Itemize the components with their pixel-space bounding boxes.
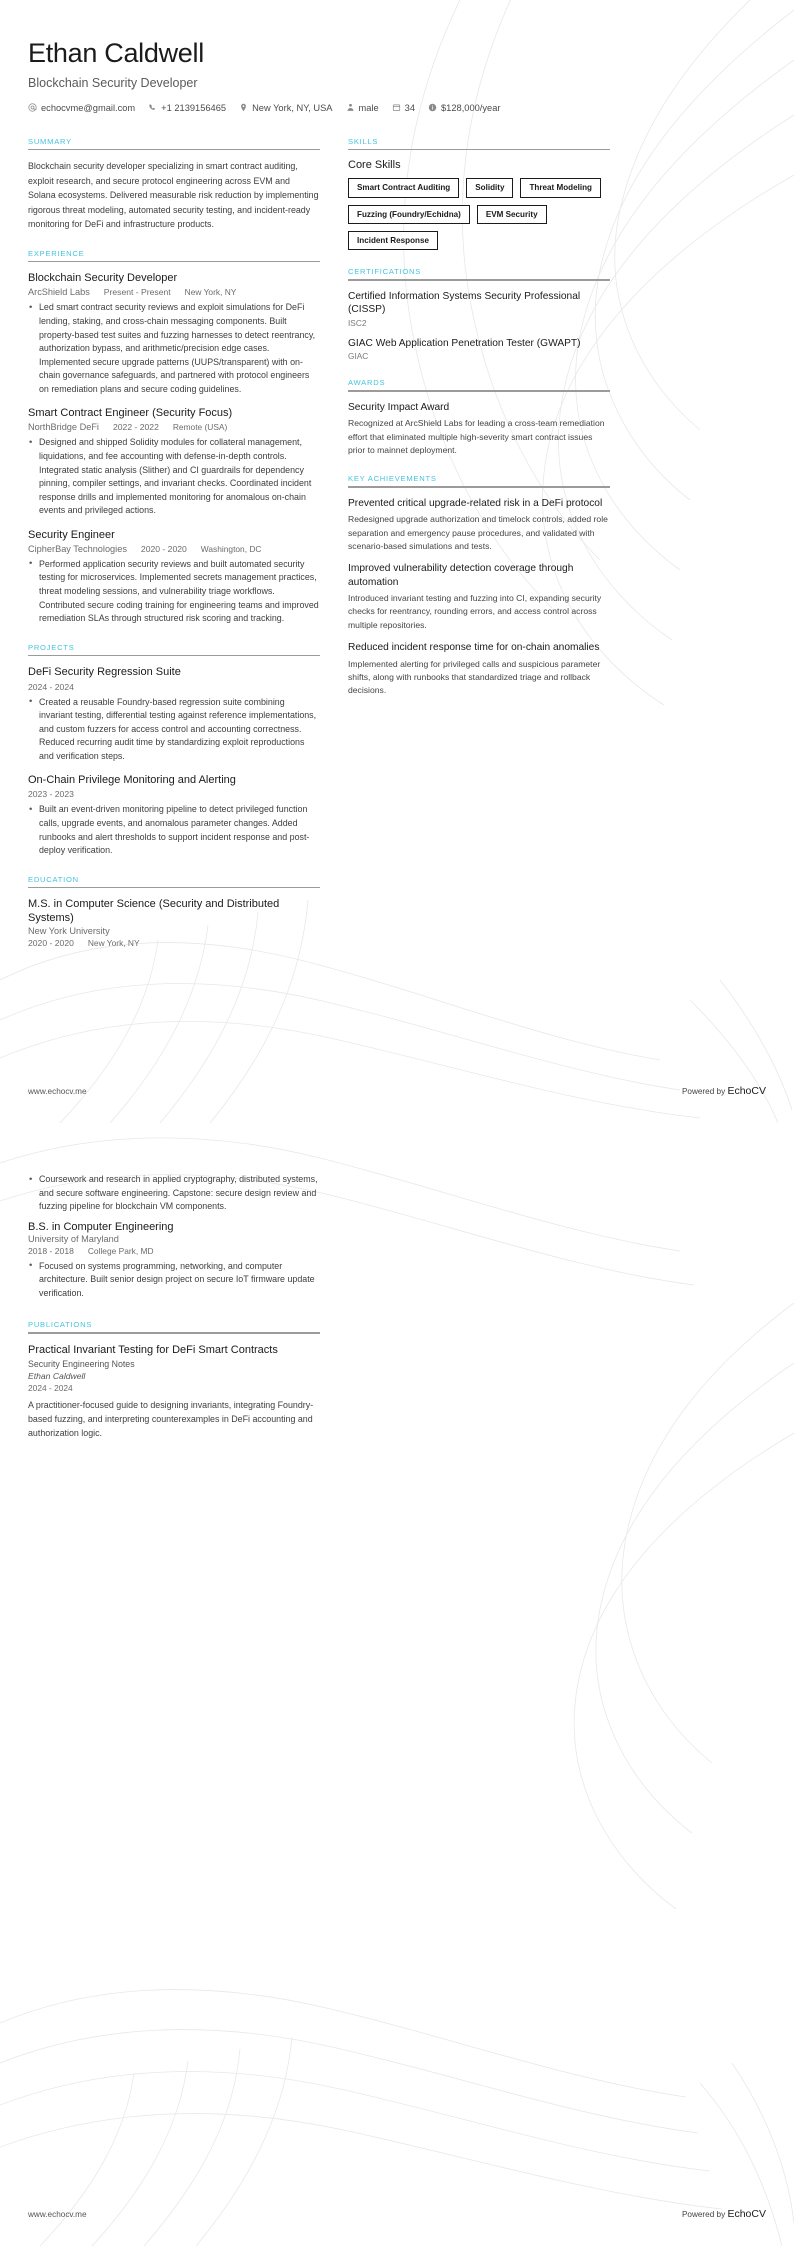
page-footer: [28, 1085, 766, 1097]
achievement-entry: [348, 497, 610, 553]
section-publications: [28, 1320, 320, 1440]
section-divider: [28, 261, 320, 263]
education-location: New York, NY: [87, 937, 140, 948]
skill-tag: Fuzzing (Foundry/Echidna): [348, 205, 470, 224]
section-education-continued: [28, 1173, 320, 1300]
project-date: 2024 - 2024: [28, 681, 74, 692]
section-education: [28, 875, 320, 948]
certification-entry: [348, 337, 610, 361]
experience-entry: [28, 406, 320, 517]
calendar-icon: [392, 103, 401, 112]
education-meta: [28, 1246, 320, 1256]
phone-icon: [148, 103, 157, 112]
bullet-item: • Built an event-driven monitoring pipeline to detect privileged function calls, upgrade events, and anomalous parameter changes. Added runbooks and alert thresholds to support incident response and post-deploy verification.: [28, 803, 320, 857]
contact-gender: [346, 103, 379, 113]
education-entry: [28, 897, 320, 948]
project-title: On-Chain Privilege Monitoring and Alerting: [28, 774, 236, 787]
bullet-item: • Created a reusable Foundry-based regression suite combining invariant testing, differential testing against reference implementations, and custom fuzzers for access control and accounting correctness. Reduced recurring audit time by standardizing exploit reproductions and verification steps.: [28, 696, 320, 764]
experience-bullets: [28, 436, 320, 517]
skill-tag: Solidity: [466, 178, 513, 197]
experience-meta: [28, 544, 320, 554]
bullet-item: • Performed application security reviews and built automated security testing for microservices. Implemented secrets management practices, threat modeling sessions, and vulnerability triage workflows. Contributed secure coding training for engineering teams and improved remediation SLAs through structured risk scoring and tracking.: [28, 558, 320, 626]
contact-age-text: 34: [404, 102, 416, 113]
footer-website[interactable]: www.echocv.me: [28, 2210, 87, 2219]
bullet-item: • Focused on systems programming, networking, and computer architecture. Built senior design project on secure IoT firmware update verification.: [28, 1260, 320, 1301]
publication-author: Ethan Caldwell: [28, 1371, 86, 1382]
experience-location: Remote (USA): [172, 422, 228, 433]
education-date: 2020 - 2020: [28, 937, 74, 948]
section-title-experience: EXPERIENCE: [28, 248, 85, 258]
achievement-description: Redesigned upgrade authorization and timelock controls, added role separation and emergency pause procedures, and validated with scenario-based simulations and tests.: [348, 514, 608, 551]
education-org: New York University: [28, 925, 110, 936]
bullet-item: • Designed and shipped Solidity modules for collateral management, liquidations, and fee accounting with defense-in-depth controls. Integrated static analysis (Slither) and CI guardrails for dependency pinning, compiler settings, and invariant checks. Coordinated incident response drills and implemented monitoring for anomalous on-chain events and privileged actions.: [28, 436, 320, 517]
section-summary: [28, 137, 320, 232]
experience-meta: [28, 422, 320, 432]
achievement-title: Improved vulnerability detection coverage through automation: [348, 563, 574, 588]
experience-entry: [28, 528, 320, 626]
certification-issuer: ISC2: [348, 317, 367, 328]
bullet-item: • Coursework and research in applied cryptography, distributed systems, and secure software engineering. Capstone: secure design review and fuzzing pipeline for blockchain VM components.: [28, 1173, 320, 1214]
contact-age: [392, 103, 415, 113]
section-divider: [348, 279, 610, 281]
contact-salary: [428, 103, 500, 113]
publication-title: Practical Invariant Testing for DeFi Smart Contracts: [28, 1344, 278, 1357]
experience-date: 2020 - 2020: [140, 543, 187, 554]
contact-location-text: New York, NY, USA: [252, 102, 333, 113]
experience-org: NorthBridge DeFi: [28, 422, 99, 433]
certification-entry: [348, 290, 610, 328]
right-column: [348, 137, 610, 715]
page-footer: [28, 2208, 766, 2220]
footer-powered-prefix: Powered by: [681, 1087, 728, 1096]
experience-title: Blockchain Security Developer: [28, 272, 178, 285]
candidate-name: Ethan Caldwell: [28, 38, 204, 68]
experience-location: New York, NY: [184, 287, 237, 298]
project-bullets: [28, 803, 320, 857]
section-title-skills: SKILLS: [348, 136, 379, 146]
education-title: B.S. in Computer Engineering: [28, 1220, 174, 1233]
section-divider: [28, 149, 320, 151]
footer-powered-prefix: Powered by: [681, 2210, 728, 2219]
summary-text: Blockchain security developer specializing in smart contract auditing, exploit research, and secure protocol engineering across EVM and Solana ecosystems. Delivered measurable risk reduction by implementing rigorous threat modeling, automated security testing, and incident-ready monitoring for DeFi and infrastructure products.: [28, 161, 319, 230]
skill-tag: Threat Modeling: [520, 178, 601, 197]
education-date: 2018 - 2018: [28, 1245, 74, 1256]
section-experience: [28, 249, 320, 626]
footer-brand: [682, 2208, 766, 2220]
email-icon: [28, 103, 37, 112]
section-divider: [348, 390, 610, 392]
contact-row: [28, 103, 766, 113]
certification-issuer: GIAC: [348, 351, 369, 362]
experience-org: ArcShield Labs: [28, 287, 90, 298]
section-projects: [28, 643, 320, 858]
section-title-certifications: CERTIFICATIONS: [348, 267, 422, 277]
award-title: Security Impact Award: [348, 401, 450, 413]
section-divider: [28, 1332, 320, 1334]
experience-org: CipherBay Technologies: [28, 543, 127, 554]
section-key-achievements: [348, 474, 610, 697]
section-certifications: [348, 267, 610, 361]
education-org: University of Maryland: [28, 1233, 119, 1244]
skill-tag: Incident Response: [348, 231, 438, 250]
footer-website[interactable]: www.echocv.me: [28, 1087, 87, 1096]
footer-brand: [682, 1085, 766, 1097]
project-date: 2023 - 2023: [28, 789, 74, 800]
section-divider: [28, 887, 320, 889]
footer-brand-name: EchoCV: [727, 2208, 766, 2220]
contact-gender-text: male: [358, 102, 379, 113]
publication-description: A practitioner-focused guide to designing invariants, integrating Foundry-based fuzzing, and interpreting counterexamples in DeFi accounting and authorization logic.: [28, 1400, 314, 1438]
resume-columns: [28, 137, 766, 965]
certification-title: Certified Information Systems Security Professional (CISSP): [348, 290, 581, 316]
resume-header: [28, 0, 766, 113]
publication-entry: [28, 1343, 320, 1441]
experience-date: Present - Present: [103, 287, 171, 298]
achievement-description: Implemented alerting for privileged calls and suspicious parameter shifts, along with runbooks that standardized triage and rollback decisions.: [348, 658, 601, 696]
experience-bullets: [28, 558, 320, 626]
section-title-education: EDUCATION: [28, 874, 79, 884]
left-column-page2: [28, 1169, 320, 1458]
contact-phone-text: +1 2139156465: [161, 102, 227, 113]
contact-phone[interactable]: [148, 103, 226, 113]
experience-entry: [28, 271, 320, 396]
certification-title: GIAC Web Application Penetration Tester (GWAPT): [348, 337, 581, 349]
award-entry: [348, 401, 610, 457]
education-location: College Park, MD: [87, 1245, 154, 1256]
bullet-item: • Led smart contract security reviews and exploit simulations for DeFi lending, staking, and cross-chain messaging components. Built property-based test suites and fuzzing harnesses to detect reentrancy, authorization bypass, and arithmetic/precision edge cases. Implemented secure upgrade patterns (UUPS/transparent) with on-chain governance safeguards, and partnered with protocol engineers on remediation plans and secure coding guidelines.: [28, 301, 320, 396]
experience-meta: [28, 287, 320, 297]
contact-email[interactable]: [28, 103, 135, 113]
location-icon: [239, 103, 248, 112]
achievement-title: Prevented critical upgrade-related risk in a DeFi protocol: [348, 497, 603, 509]
section-divider: [348, 149, 610, 151]
section-divider: [28, 655, 320, 657]
candidate-job-title: Blockchain Security Developer: [28, 75, 198, 90]
project-meta: [28, 682, 320, 692]
education-meta: [28, 938, 320, 948]
publication-date: 2024 - 2024: [28, 1383, 73, 1394]
section-awards: [348, 378, 610, 457]
education-bullets: [28, 1173, 320, 1214]
person-icon: [346, 103, 355, 112]
project-meta: [28, 789, 320, 799]
achievement-entry: [348, 562, 610, 632]
experience-location: Washington, DC: [200, 543, 262, 554]
project-entry: [28, 773, 320, 857]
experience-title: Security Engineer: [28, 528, 115, 541]
contact-email-text: echocvme@gmail.com: [41, 102, 136, 113]
section-title-summary: SUMMARY: [28, 136, 72, 146]
publication-publisher: Security Engineering Notes: [28, 1359, 135, 1370]
section-divider: [348, 486, 610, 488]
achievement-title: Reduced incident response time for on-chain anomalies: [348, 642, 600, 654]
experience-title: Smart Contract Engineer (Security Focus): [28, 407, 233, 420]
footer-brand-name: EchoCV: [727, 1085, 766, 1097]
salary-icon: [428, 103, 437, 112]
education-title: M.S. in Computer Science (Security and Distributed Systems): [28, 898, 280, 925]
project-title: DeFi Security Regression Suite: [28, 666, 181, 679]
skills-tag-list: [348, 178, 610, 250]
skills-group-label: Core Skills: [348, 159, 401, 172]
experience-date: 2022 - 2022: [112, 422, 159, 433]
achievement-description: Introduced invariant testing and fuzzing into CI, expanding security checks for reentrancy, rounding errors, and access control across multiple repositories.: [348, 593, 602, 630]
contact-salary-text: $128,000/year: [441, 102, 501, 113]
project-bullets: [28, 696, 320, 764]
education-entry: [28, 1220, 320, 1301]
project-entry: [28, 665, 320, 763]
section-skills: [348, 137, 610, 250]
skill-tag: Smart Contract Auditing: [348, 178, 459, 197]
left-column: [28, 137, 320, 965]
section-title-awards: AWARDS: [348, 378, 386, 388]
contact-location: [239, 103, 332, 113]
resume-page-2: [0, 1123, 794, 2246]
section-title-key-achievements: KEY ACHIEVEMENTS: [348, 474, 437, 484]
skill-tag: EVM Security: [477, 205, 547, 224]
award-description: Recognized at ArcShield Labs for leading a cross-team remediation effort that eliminated multiple high-severity smart contract issues prior to mainnet deployment.: [348, 418, 605, 455]
section-title-projects: PROJECTS: [28, 642, 75, 652]
section-title-publications: PUBLICATIONS: [28, 1320, 93, 1330]
experience-bullets: [28, 301, 320, 396]
education-bullets: [28, 1260, 320, 1301]
achievement-entry: [348, 641, 610, 697]
